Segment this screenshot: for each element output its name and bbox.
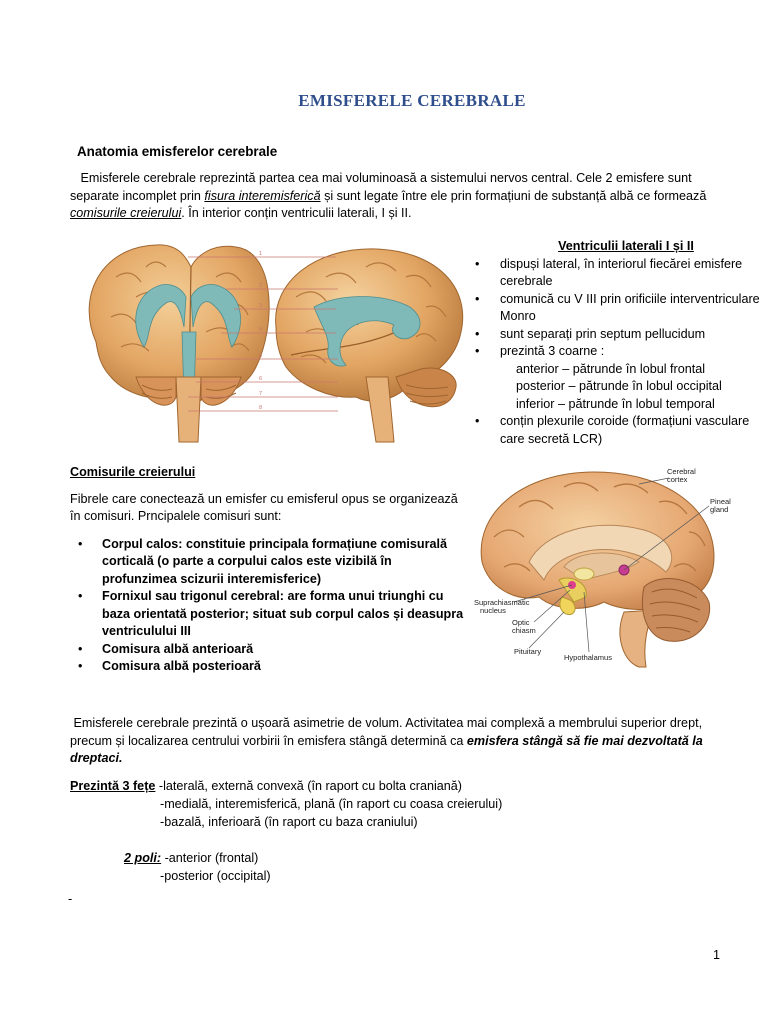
commissures-intro: Fibrele care conectează un emisfer cu emisferul opus se organizează în comisuri. Prncipalele comisuri sunt:	[70, 491, 458, 523]
label-suprachiasmatic-1: Suprachiasmatic	[474, 598, 530, 607]
label-cerebral-cortex-1: Cerebral	[667, 467, 696, 476]
section-heading: Anatomia emisferelor cerebrale	[77, 144, 278, 159]
ventricles-list	[470, 256, 768, 361]
label-pineal-1: Pineal	[710, 497, 731, 506]
intro-text-1: Emisferele cerebrale reprezintă partea cea mai voluminoasă a sistemului nervos central. Cele 2 emisfere sunt separate incomplet prin	[70, 171, 692, 203]
leader-number: 5	[259, 353, 263, 359]
brain-lateral-view	[276, 249, 463, 442]
label-chiasm-1: Optic	[512, 618, 530, 627]
label-pituitary: Pituitary	[514, 647, 542, 656]
list-item: • Comisura albă anterioară	[70, 641, 470, 659]
face-item: -medială, interemisferică, plană (în raport cu coasa creierului)	[160, 797, 503, 811]
list-item: • Comisura albă posterioară	[70, 658, 470, 676]
list-item: • conțin plexurile coroide (formațiuni vasculare care secretă LCR)	[475, 414, 750, 446]
leader-number: 2	[259, 283, 263, 289]
leader-number: 6	[259, 376, 263, 382]
poles-section	[124, 850, 524, 886]
ventricles-title: Ventriculii laterali I și II	[558, 239, 694, 253]
bullet-icon: •	[78, 589, 83, 603]
pole-item: -anterior (frontal)	[164, 851, 259, 865]
bullet-icon: •	[78, 659, 83, 673]
term-fissure: fisura interemisferică	[204, 188, 321, 203]
leader-number: 7	[259, 391, 263, 397]
bullet-icon: •	[475, 414, 480, 428]
label-suprachiasmatic-2: nucleus	[480, 606, 506, 615]
label-chiasm-2: chiasm	[512, 626, 536, 635]
face-item: -laterală, externă convexă (în raport cu bolta craniană)	[158, 779, 463, 793]
brain-front-view	[89, 245, 269, 442]
list-item: • dispuși lateral, în interiorul fiecărei emisfere cerebrale	[475, 256, 743, 288]
page-title: EMISFERELE CEREBRALE	[298, 91, 526, 110]
faces-section	[70, 778, 720, 832]
leader-number: 1	[259, 251, 263, 257]
list-item: • Corpul calos: constituie principala formațiune comisurală corticală (o parte a corpului calos este vizibilă în profunzimea scizurii interemisferice)	[78, 536, 447, 586]
page-number: 1	[713, 948, 721, 962]
bullet-icon: •	[475, 326, 480, 341]
list-item: • sunt separați prin septum pellucidum	[470, 326, 768, 344]
leader-number: 3	[259, 303, 263, 309]
poles-label: 2 poli:	[124, 851, 162, 865]
label-hypothalamus: Hypothalamus	[564, 653, 612, 662]
intro-text-3: . În interior conțin ventriculii laterali, I și II.	[181, 206, 412, 220]
face-item: -bazală, inferioară (în raport cu baza craniului)	[160, 815, 418, 829]
bullet-icon: •	[78, 536, 83, 551]
bullet-icon: •	[475, 291, 480, 306]
list-item: • Fornixul sau trigonul cerebral: are forma unui triunghi cu baza orientată posterior; situat sub corpul calos și deasupra ventriculului III	[78, 589, 464, 638]
commissures-title: Comisurile creierului	[70, 465, 196, 479]
label-pineal-2: gland	[710, 505, 729, 514]
intro-paragraph	[70, 170, 720, 223]
faces-label: Prezintă 3 fețe	[70, 779, 156, 793]
bullet-icon: •	[475, 256, 480, 271]
trailing-mark: -	[68, 892, 73, 906]
asymmetry-emphasis: emisfera stângă să fie mai dezvoltată la dreptaci.	[70, 733, 703, 765]
bullet-icon: •	[475, 344, 480, 358]
commissures-section	[70, 464, 470, 676]
commissures-list	[70, 536, 470, 676]
brain-sagittal-figure	[474, 462, 744, 672]
horn-item: inferior – pătrunde în lobul temporal	[516, 396, 715, 411]
leader-number: 4	[259, 327, 263, 333]
pole-item: -posterior (occipital)	[160, 869, 271, 883]
intro-text-2: și sunt legate între ele prin formațiuni de substanță albă ce formează	[320, 188, 707, 203]
horn-item: anterior – pătrunde în lobul frontal	[516, 361, 706, 376]
label-cerebral-cortex-2: cortex	[667, 475, 688, 484]
brain-ventricles-figure	[76, 237, 468, 453]
asymmetry-paragraph	[70, 715, 720, 768]
list-item: • prezintă 3 coarne :	[470, 343, 768, 361]
horn-item: posterior – pătrunde în lobul occipital	[516, 379, 722, 393]
list-item: • comunică cu V III prin orificiile interventriculare Monro	[475, 291, 760, 323]
asymmetry-text: Emisferele cerebrale prezintă o ușoară asimetrie de volum. Activitatea mai complexă a membrului superior drept, precum și localizarea centrului vorbirii în emisfera stângă determină ca	[70, 716, 703, 748]
leader-number: 8	[259, 405, 263, 411]
term-commissures: comisurile creierului	[70, 206, 182, 220]
ventricles-section	[470, 238, 768, 448]
bullet-icon: •	[78, 641, 83, 656]
